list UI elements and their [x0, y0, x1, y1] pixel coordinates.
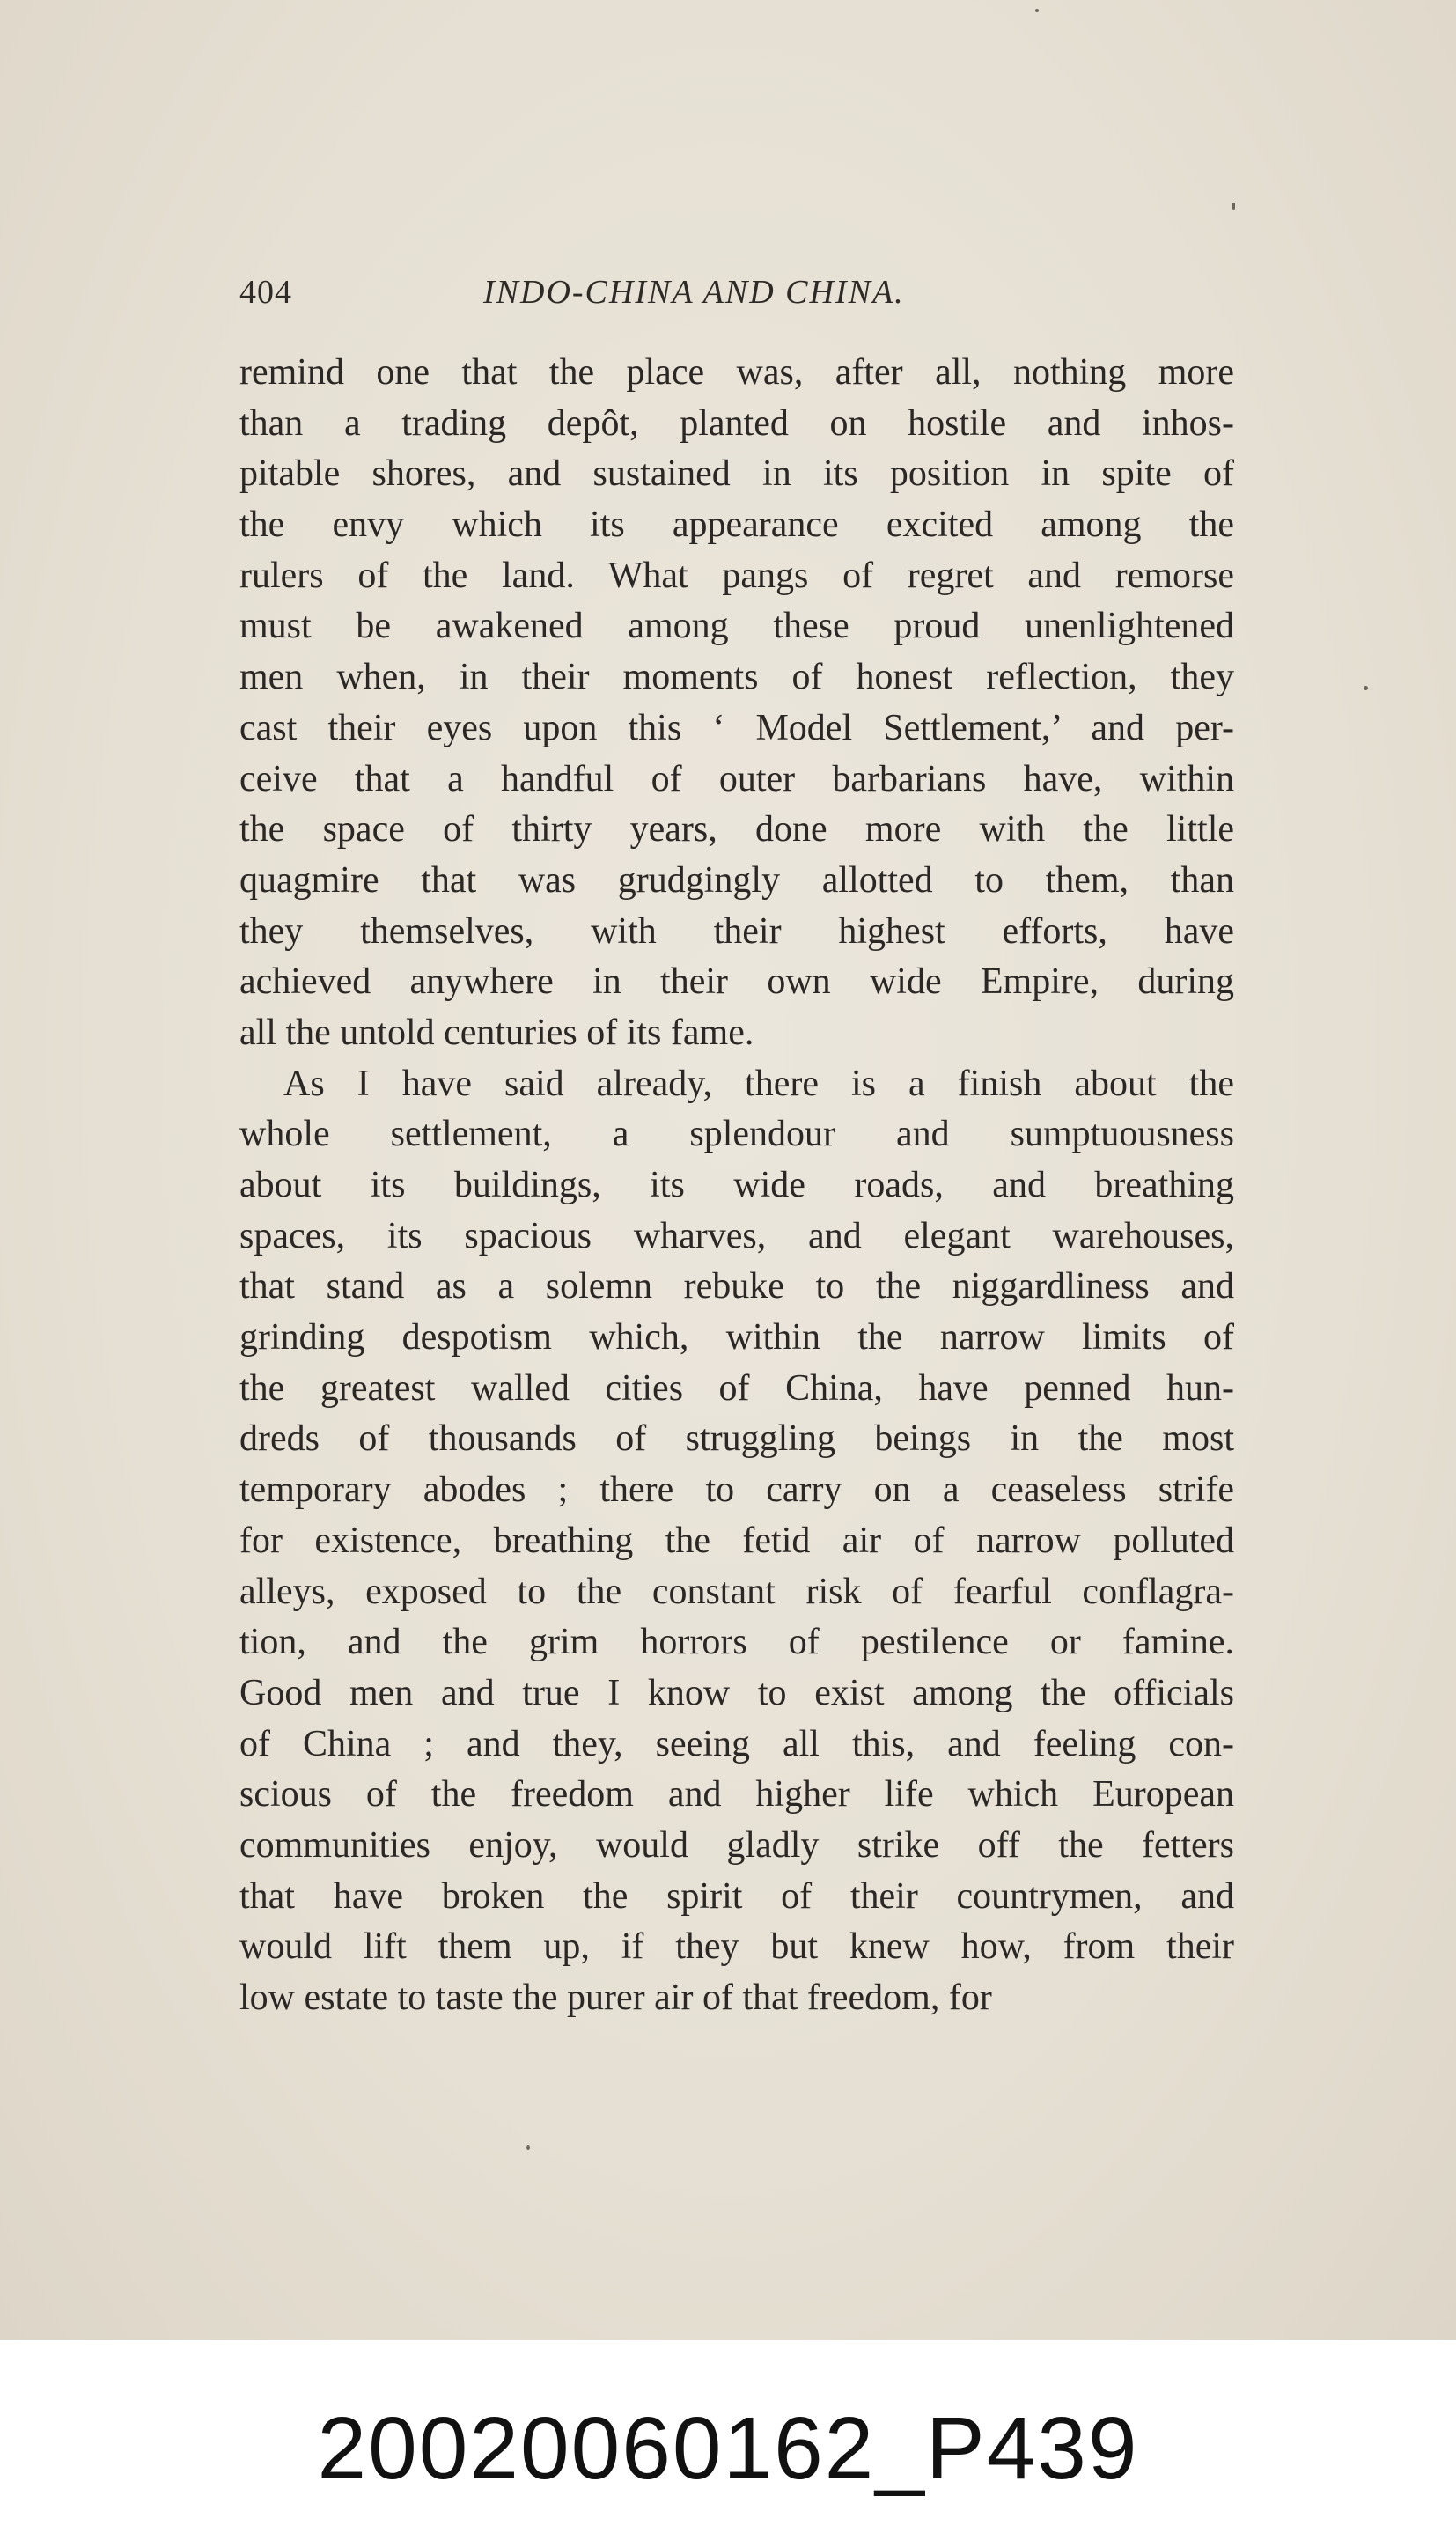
- paragraph: [239, 1059, 1234, 2024]
- text-line: temporary abodes ; there to carry on a ceaseless strife: [239, 1469, 1234, 1511]
- text-line: than a trading depôt, planted on hostile and inhos-: [239, 402, 1234, 444]
- text-line: the envy which its appearance excited among the: [239, 504, 1234, 546]
- text-line: As I have said already, there is a finish about the: [283, 1063, 1234, 1104]
- text-line: alleys, exposed to the constant risk of fearful conflagra-: [239, 1571, 1234, 1612]
- text-line: of China ; and they, seeing all this, and feeling con-: [239, 1723, 1234, 1764]
- text-line: that stand as a solemn rebuke to the niggardliness and: [239, 1266, 1234, 1307]
- text-line: pitable shores, and sustained in its position in spite of: [239, 453, 1234, 495]
- text-line: would lift them up, if they but knew how, from their: [239, 1926, 1234, 1968]
- text-line: for existence, breathing the fetid air of narrow polluted: [239, 1520, 1234, 1561]
- text-line: quagmire that was grudgingly allotted to them, than: [239, 859, 1234, 901]
- paper-speck: [1232, 203, 1235, 210]
- body-text: [239, 348, 1234, 2024]
- text-line: about its buildings, its wide roads, and breathing: [239, 1165, 1234, 1205]
- footer-bar: [0, 2340, 1456, 2548]
- text-line: low estate to taste the purer air of that freedom, for: [239, 1977, 992, 2018]
- text-line: scious of the freedom and higher life which European: [239, 1774, 1234, 1815]
- text-line: men when, in their moments of honest reflection, they: [239, 657, 1234, 698]
- text-line: must be awakened among these proud unenlightened: [239, 606, 1234, 647]
- scan-identifier: 20020060162_P439: [317, 2399, 1139, 2498]
- page-number: 404: [239, 274, 292, 311]
- text-line: Good men and true I know to exist among the officials: [239, 1672, 1234, 1713]
- text-line: remind one that the place was, after all, nothing more: [239, 352, 1234, 393]
- paper-speck: [1364, 686, 1368, 690]
- text-line: spaces, its spacious wharves, and elegant warehouses,: [239, 1215, 1234, 1256]
- text-line: that have broken the spirit of their countrymen, and: [239, 1875, 1234, 1917]
- text-line: whole settlement, a splendour and sumptuousness: [239, 1114, 1234, 1155]
- text-line: the greatest walled cities of China, have penned hun-: [239, 1367, 1234, 1409]
- paper-speck: [1035, 9, 1039, 12]
- paragraph: [239, 348, 1234, 1059]
- text-line: all the untold centuries of its fame.: [239, 1012, 754, 1053]
- text-line: communities enjoy, would gladly strike off the fetters: [239, 1824, 1234, 1866]
- text-line: achieved anywhere in their own wide Empire, during: [239, 961, 1234, 1003]
- text-line: they themselves, with their highest efforts, have: [239, 910, 1234, 952]
- text-line: tion, and the grim horrors of pestilence or famine.: [239, 1622, 1234, 1663]
- text-line: grinding despotism which, within the narrow limits of: [239, 1317, 1234, 1359]
- text-line: ceive that a handful of outer barbarians have, within: [239, 758, 1234, 799]
- text-line: rulers of the land. What pangs of regret and remorse: [239, 555, 1234, 596]
- paper-speck: [526, 2145, 530, 2150]
- page-header: [239, 273, 1234, 326]
- text-line: cast their eyes upon this ‘ Model Settlement,’ and per-: [239, 707, 1234, 748]
- running-title: INDO-CHINA AND CHINA.: [483, 274, 905, 311]
- text-line: the space of thirty years, done more with the little: [239, 809, 1234, 851]
- text-line: dreds of thousands of struggling beings in the most: [239, 1418, 1234, 1460]
